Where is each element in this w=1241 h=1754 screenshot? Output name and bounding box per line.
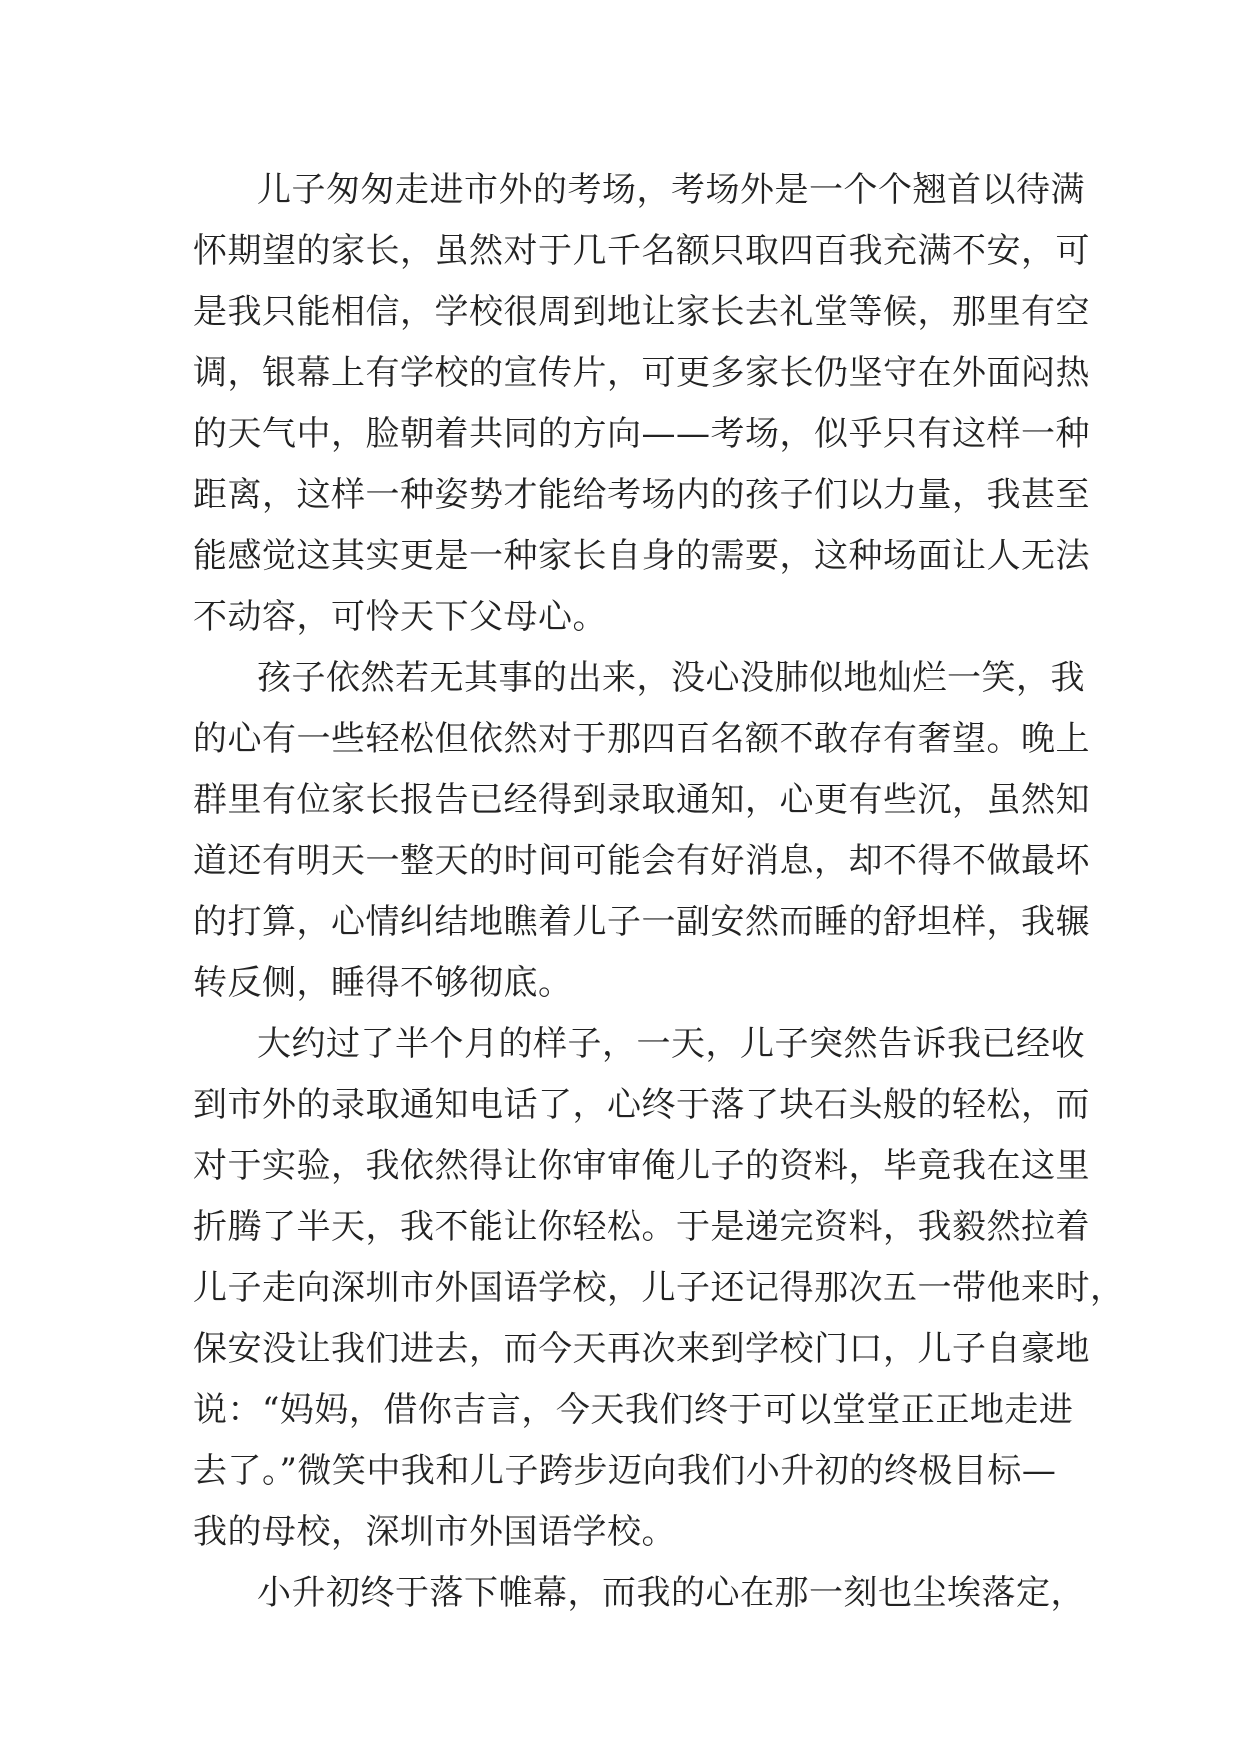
paragraph-2-line-1: 孩子依然若无其事的出来，没心没肺似地灿烂一笑，我 (257, 658, 1085, 698)
paragraph-2-line-3: 群里有位家长报告已经得到录取通知，心更有些沉，虽然知 (193, 780, 1090, 820)
paragraph-1-line-1: 儿子匆匆走进市外的考场，考场外是一个个翘首以待满 (257, 170, 1085, 210)
paragraph-3-line-8: 去了。”微笑中我和儿子跨步迈向我们小升初的终极目标— (193, 1451, 1057, 1491)
paragraph-2-line-4: 道还有明天一整天的时间可能会有好消息，却不得不做最坏 (193, 841, 1090, 881)
paragraph-3-line-7: 说：“妈妈，借你吉言，今天我们终于可以堂堂正正地走进 (193, 1390, 1074, 1430)
paragraph-1-line-3: 是我只能相信，学校很周到地让家长去礼堂等候，那里有空 (193, 292, 1090, 332)
paragraph-2-line-6: 转反侧，睡得不够彻底。 (193, 963, 573, 1003)
paragraph-2-line-5: 的打算，心情纠结地瞧着儿子一副安然而睡的舒坦样，我辗 (193, 902, 1090, 942)
paragraph-2-line-2: 的心有一些轻松但依然对于那四百名额不敢存有奢望。晚上 (193, 719, 1090, 759)
paragraph-3-line-6: 保安没让我们进去，而今天再次来到学校门口，儿子自豪地 (193, 1329, 1090, 1369)
paragraph-1-line-5: 的天气中，脸朝着共同的方向——考场，似乎只有这样一种 (193, 414, 1090, 454)
paragraph-1-line-2: 怀期望的家长，虽然对于几千名额只取四百我充满不安，可 (193, 231, 1090, 271)
paragraph-3-line-3: 对于实验，我依然得让你审审俺儿子的资料，毕竟我在这里 (193, 1146, 1090, 1186)
document-body (193, 160, 1125, 1624)
paragraph-4-line-1: 小升初终于落下帷幕，而我的心在那一刻也尘埃落定， (257, 1573, 1085, 1613)
paragraph-3-line-9: 我的母校，深圳市外国语学校。 (193, 1512, 676, 1552)
paragraph-1-line-8: 不动容，可怜天下父母心。 (193, 597, 607, 637)
paragraph-3-line-2: 到市外的录取通知电话了，心终于落了块石头般的轻松，而 (193, 1085, 1090, 1125)
paragraph-3-line-5: 儿子走向深圳市外国语学校，儿子还记得那次五一带他来时， (193, 1268, 1125, 1308)
paragraph-1-line-7: 能感觉这其实更是一种家长自身的需要，这种场面让人无法 (193, 536, 1090, 576)
paragraph-1-line-4: 调，银幕上有学校的宣传片，可更多家长仍坚守在外面闷热 (193, 353, 1090, 393)
paragraph-3-line-1: 大约过了半个月的样子，一天，儿子突然告诉我已经收 (257, 1024, 1085, 1064)
paragraph-1-line-6: 距离，这样一种姿势才能给考场内的孩子们以力量，我甚至 (193, 475, 1090, 515)
paragraph-3-line-4: 折腾了半天，我不能让你轻松。于是递完资料，我毅然拉着 (193, 1207, 1090, 1247)
